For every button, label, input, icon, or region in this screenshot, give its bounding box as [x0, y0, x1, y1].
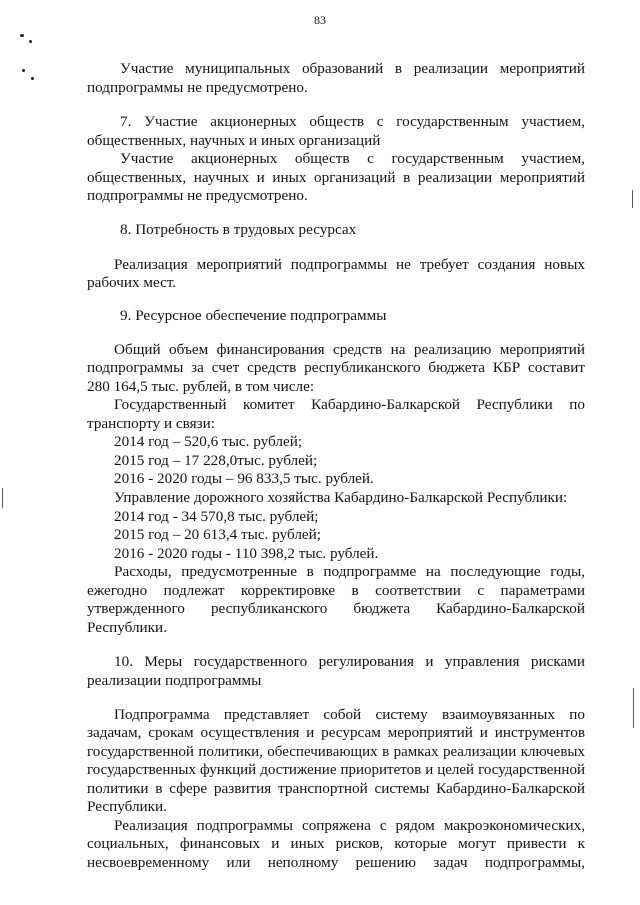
text-line: задачам, срокам осуществления и ресурсам мероприятий и инструментов: [87, 724, 585, 741]
text-line: Государственный комитет Кабардино-Балкарской Республики по: [114, 396, 585, 413]
text-line: 2015 год – 20 613,4 тыс. рублей;: [114, 526, 322, 543]
text-line: Республики.: [87, 798, 167, 815]
text-line: несвоевременному или неполному решению задач подпрограммы,: [87, 854, 585, 871]
scan-edge-mark: [632, 190, 633, 208]
text-line: подпрограммы не предусмотрено.: [87, 187, 308, 204]
scan-speck: [20, 34, 24, 37]
text-line: социальных, финансовых и иных рисков, которые могут привести к: [87, 835, 585, 852]
text-line: Подпрограмма представляет собой систему взаимоувязанных по: [114, 706, 585, 723]
text-line: транспорту и связи:: [87, 415, 215, 432]
text-line: Участие муниципальных образований в реализации мероприятий: [120, 60, 585, 77]
text-line: общественных, научных и иных организаций в реализации мероприятий: [87, 169, 585, 186]
text-line: ежегодно подлежат корректировке в соответствии с параметрами: [87, 582, 585, 599]
scan-speck: [29, 40, 32, 43]
section-heading: 9. Ресурсное обеспечение подпрограммы: [120, 307, 387, 324]
text-line: 2014 год - 34 570,8 тыс. рублей;: [114, 508, 319, 525]
section-heading: 7. Участие акционерных обществ с государственным участием,: [120, 113, 585, 130]
section-heading: 10. Меры государственного регулирования и управления рисками: [114, 653, 585, 670]
text-line: 280 164,5 тыс. рублей, в том числе:: [87, 378, 315, 395]
text-line: Общий объем финансирования средств на реализацию мероприятий: [114, 341, 585, 358]
text-line: подпрограммы за счет средств республиканского бюджета КБР составит: [87, 359, 585, 376]
text-line: государственных функций достижение приоритетов и целей государственной: [87, 762, 585, 778]
section-heading: реализации подпрограммы: [87, 672, 262, 689]
scan-edge-mark: [633, 688, 634, 728]
text-line: Реализация мероприятий подпрограммы не требует создания новых: [114, 256, 585, 273]
text-line: политики в сфере развития транспортной системы Кабардино-Балкарской: [87, 780, 585, 797]
text-line: подпрограммы не предусмотрено.: [87, 79, 308, 96]
scan-edge-mark: [2, 488, 3, 508]
text-line: 2016 - 2020 годы – 96 833,5 тыс. рублей.: [114, 470, 374, 487]
text-line: 2015 год – 17 228,0тыс. рублей;: [114, 452, 318, 469]
text-line: государственной политики, обеспечивающих в рамках реализации ключевых: [87, 744, 585, 760]
section-heading: 8. Потребность в трудовых ресурсах: [120, 221, 357, 238]
text-line: Расходы, предусмотренные в подпрограмме на последующие годы,: [114, 563, 585, 580]
text-line: 2016 - 2020 годы - 110 398,2 тыс. рублей.: [114, 545, 379, 562]
text-line: Участие акционерных обществ с государственным участием,: [120, 150, 585, 167]
text-line: 2014 год – 520,6 тыс. рублей;: [114, 433, 303, 450]
scan-speck: [31, 77, 34, 80]
text-line: общественных, научных и иных организаций: [87, 132, 381, 149]
text-line: утвержденного республиканского бюджета Кабардино-Балкарской: [87, 600, 585, 617]
text-line: Реализация подпрограммы сопряжена с рядом макроэкономических,: [114, 817, 585, 834]
text-line: Республики.: [87, 619, 167, 636]
text-line: Управление дорожного хозяйства Кабардино-Балкарской Республики:: [114, 489, 568, 506]
scan-speck: [22, 69, 25, 72]
page-number: 83: [314, 13, 326, 27]
text-line: рабочих мест.: [87, 274, 177, 291]
